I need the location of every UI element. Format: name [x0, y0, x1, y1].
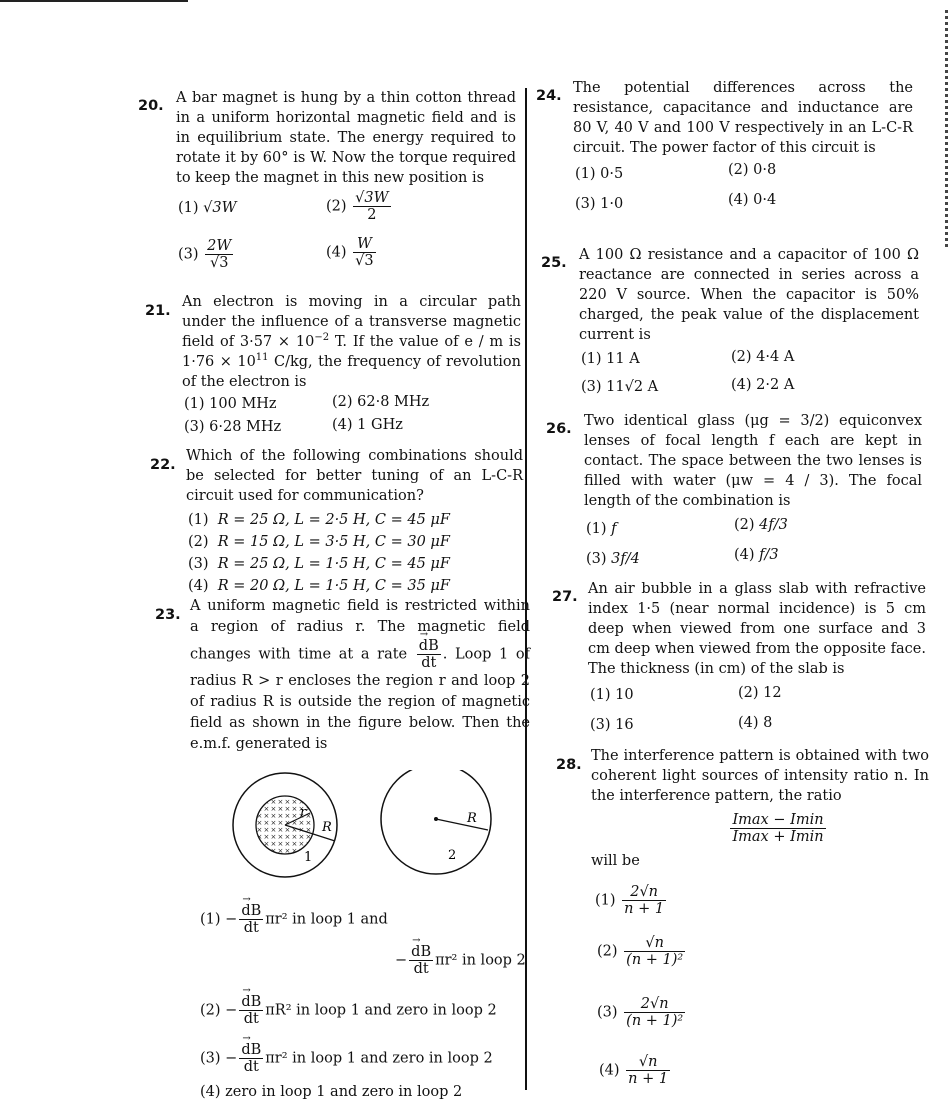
question-20-number: 20.	[138, 98, 164, 114]
question-25	[579, 245, 919, 409]
q28-option-1[interactable]: (1) $\frac{2√n}{n + 1}$	[595, 884, 665, 917]
q20-option-2[interactable]: (2) $\frac{√3W}{2}$	[326, 190, 389, 223]
q21-option-2[interactable]: (2) 62·8 MHz	[332, 394, 430, 410]
q20-option-1[interactable]: (1) √3W	[178, 200, 237, 216]
column-divider	[525, 88, 527, 1090]
q28-ratio: $\frac{Imax - Imin}{Imax + Imin}$	[732, 812, 824, 845]
q26-option-1[interactable]: (1) f	[586, 521, 617, 537]
q20-option-3[interactable]: (3) $\frac{2W}{√3}$	[178, 238, 232, 271]
q28-option-2[interactable]: (2) $\frac{√n}{\text{(n + 1)²}}$	[597, 935, 684, 968]
question-20-options-row2	[176, 236, 516, 274]
question-28-number: 28.	[556, 757, 582, 773]
q24-option-1[interactable]: (1) 0·5	[575, 166, 624, 182]
question-27-options	[588, 685, 926, 745]
q27-option-4[interactable]: (4) 8	[738, 715, 773, 731]
q20-option-4[interactable]: (4) $\frac{W}{√3}$	[326, 236, 374, 269]
question-20	[176, 88, 516, 274]
question-26	[584, 411, 922, 579]
q25-option-2[interactable]: (2) 4·4 A	[731, 349, 795, 365]
question-20-stem: A bar magnet is hung by a thin cotton thread in a uniform horizontal magnetic field and is in equilibrium state. The energy required to rotate it by 60° is W. Now the torque required to keep the magnet in this new position is	[176, 90, 516, 186]
question-27-stem: An air bubble in a glass slab with refractive index 1·5 (near normal incidence) is 5 cm deep when viewed from one surface and 3 cm deep when viewed from the opposite face. The thickness (in cm) of the slab is	[588, 581, 926, 677]
question-21	[182, 292, 521, 438]
q24-option-4[interactable]: (4) 0·4	[728, 192, 777, 208]
q21-option-3[interactable]: (3) 6·28 MHz	[184, 419, 282, 435]
q28-option-4[interactable]: (4) $\frac{√n}{n + 1}$	[599, 1054, 669, 1087]
q22-option-2[interactable]: (2) R = 15 Ω, L = 3·5 H, C = 30 μF	[188, 534, 450, 550]
question-22-options	[186, 510, 523, 598]
q24-option-2[interactable]: (2) 0·8	[728, 162, 777, 178]
question-23-number: 23.	[155, 607, 181, 623]
q26-option-4[interactable]: (4) f/3	[734, 547, 779, 563]
question-22-stem: Which of the following combinations should be selected for better tuning of an L-C-R circuit used for communication?	[186, 448, 523, 504]
q25-option-4[interactable]: (4) 2·2 A	[731, 377, 795, 393]
loop-2-label: 2	[448, 848, 457, 863]
q23-option-4[interactable]: (4) zero in loop 1 and zero in loop 2	[200, 1084, 463, 1100]
q23-figure	[200, 770, 510, 880]
question-24-options	[573, 164, 913, 226]
R2-label: R	[467, 811, 477, 826]
question-26-options	[584, 519, 922, 579]
question-27	[588, 579, 926, 745]
q23-option-1[interactable]: (1) − → $\frac{dB}{dt}$ πr² in loop 1 and	[200, 903, 388, 936]
q26-option-3[interactable]: (3) 3f/4	[586, 551, 640, 567]
question-27-number: 27.	[552, 589, 578, 605]
question-23	[190, 596, 530, 755]
q21-option-1[interactable]: (1) 100 MHz	[184, 396, 277, 412]
q28-will-be: will be	[591, 853, 640, 869]
question-24	[573, 78, 913, 226]
q24-option-3[interactable]: (3) 1·0	[575, 196, 624, 212]
q23-option-1-cont: − → $\frac{dB}{dt}$ πr² in loop 2	[395, 944, 526, 977]
q27-option-2[interactable]: (2) 12	[738, 685, 782, 701]
q22-option-1[interactable]: (1) R = 25 Ω, L = 2·5 H, C = 45 μF	[188, 512, 450, 528]
question-26-number: 26.	[546, 421, 572, 437]
q22-option-3[interactable]: (3) R = 25 Ω, L = 1·5 H, C = 45 μF	[188, 556, 450, 572]
q22-option-4[interactable]: (4) R = 20 Ω, L = 1·5 H, C = 35 μF	[188, 578, 450, 594]
q21-option-4[interactable]: (4) 1 GHz	[332, 417, 403, 433]
question-20-options-row1	[176, 190, 516, 228]
q23-option-3[interactable]: (3) − → $\frac{dB}{dt}$ πr² in loop 1 and zero in loop 2	[200, 1042, 493, 1075]
R1-label: R	[322, 820, 332, 835]
q27-option-3[interactable]: (3) 16	[590, 717, 634, 733]
question-26-stem: Two identical glass (μg = 3/2) equiconvex lenses of focal length f each are kept in contact. The space between the two lenses is filled with water (μw = 4 / 3). The focal length of the combination is	[584, 413, 922, 509]
page-edge-mark	[945, 10, 948, 250]
question-25-options	[579, 349, 919, 409]
question-21-stem: An electron is moving in a circular path under the influence of a transverse magnetic field of $3\cdot 57 \times 10^{-2}$ T. If the value of e / m is $1\cdot 76 \times 10^{11}$ C/kg, the frequency of revolution of the electron is	[182, 294, 521, 390]
q28-option-3[interactable]: (3) $\frac{2√n}{\text{(n + 1)²}}$	[597, 996, 684, 1029]
question-25-number: 25.	[541, 255, 567, 271]
question-21-options	[182, 394, 521, 438]
q27-option-1[interactable]: (1) 10	[590, 687, 634, 703]
q23-option-2[interactable]: (2) − → $\frac{dB}{dt}$ πR² in loop 1 and zero in loop 2	[200, 994, 497, 1027]
question-25-stem: A 100 Ω resistance and a capacitor of 100 Ω reactance are connected in series across a 220 V source. When the capacitor is 50% charged, the peak value of the displacement current is	[579, 247, 919, 343]
q25-option-3[interactable]: (3) 11√2 A	[581, 379, 659, 395]
r-label: r	[300, 805, 307, 820]
question-23-stem: A uniform magnetic field is restricted within a region of radius r. The magnetic field changes with time at a rate → $\frac{dB}{dt}$ . Loop 1 of radius R > r encloses the region r and loop 2 of radius R is outside the region of magnetic field as shown in the figure below. Then the e.m.f. generated is	[190, 596, 530, 755]
question-21-number: 21.	[145, 303, 171, 319]
q25-option-1[interactable]: (1) 11 A	[581, 351, 640, 367]
question-28	[591, 746, 929, 871]
loop-1-label: 1	[304, 850, 313, 865]
question-24-number: 24.	[536, 88, 562, 104]
q26-option-2[interactable]: (2) 4f/3	[734, 517, 788, 533]
top-rule	[0, 0, 188, 2]
question-24-stem: The potential differences across the resistance, capacitance and inductance are 80 V, 40 V and 100 V respectively in an L-C-R circuit. The power factor of this circuit is	[573, 80, 913, 156]
question-22	[186, 446, 523, 598]
question-28-stem: The interference pattern is obtained with two coherent light sources of intensity ratio n. In the interference pattern, the ratio	[591, 748, 929, 804]
R2-radius-line	[436, 819, 488, 830]
question-22-number: 22.	[150, 457, 176, 473]
